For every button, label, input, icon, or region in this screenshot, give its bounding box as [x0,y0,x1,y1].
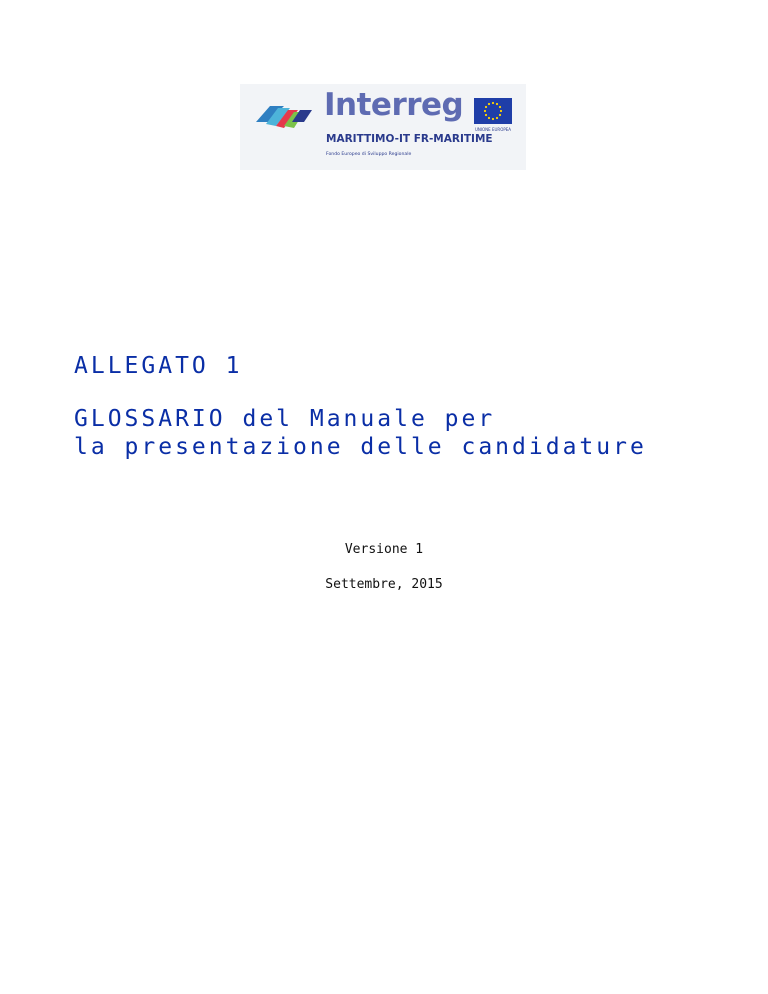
eu-label: UNIONE EUROPEA [474,127,512,132]
version-label: Versione 1 [344,542,424,557]
annex-title: ALLEGATO 1 [74,353,243,379]
eu-flag-icon [474,98,512,124]
interreg-logo-icon [254,100,314,130]
logo-subtitle: MARITTIMO-IT FR-MARITIME [326,133,493,145]
document-title-line-2: la presentazione delle candidature [74,434,647,460]
logo-fund-text: Fondo Europeo di Sviluppo Regionale [326,152,412,157]
logo-wordmark: Interreg [324,87,464,123]
document-title-line-1: GLOSSARIO del Manuale per [74,406,496,432]
date-label: Settembre, 2015 [325,577,443,592]
interreg-logo [240,84,526,170]
